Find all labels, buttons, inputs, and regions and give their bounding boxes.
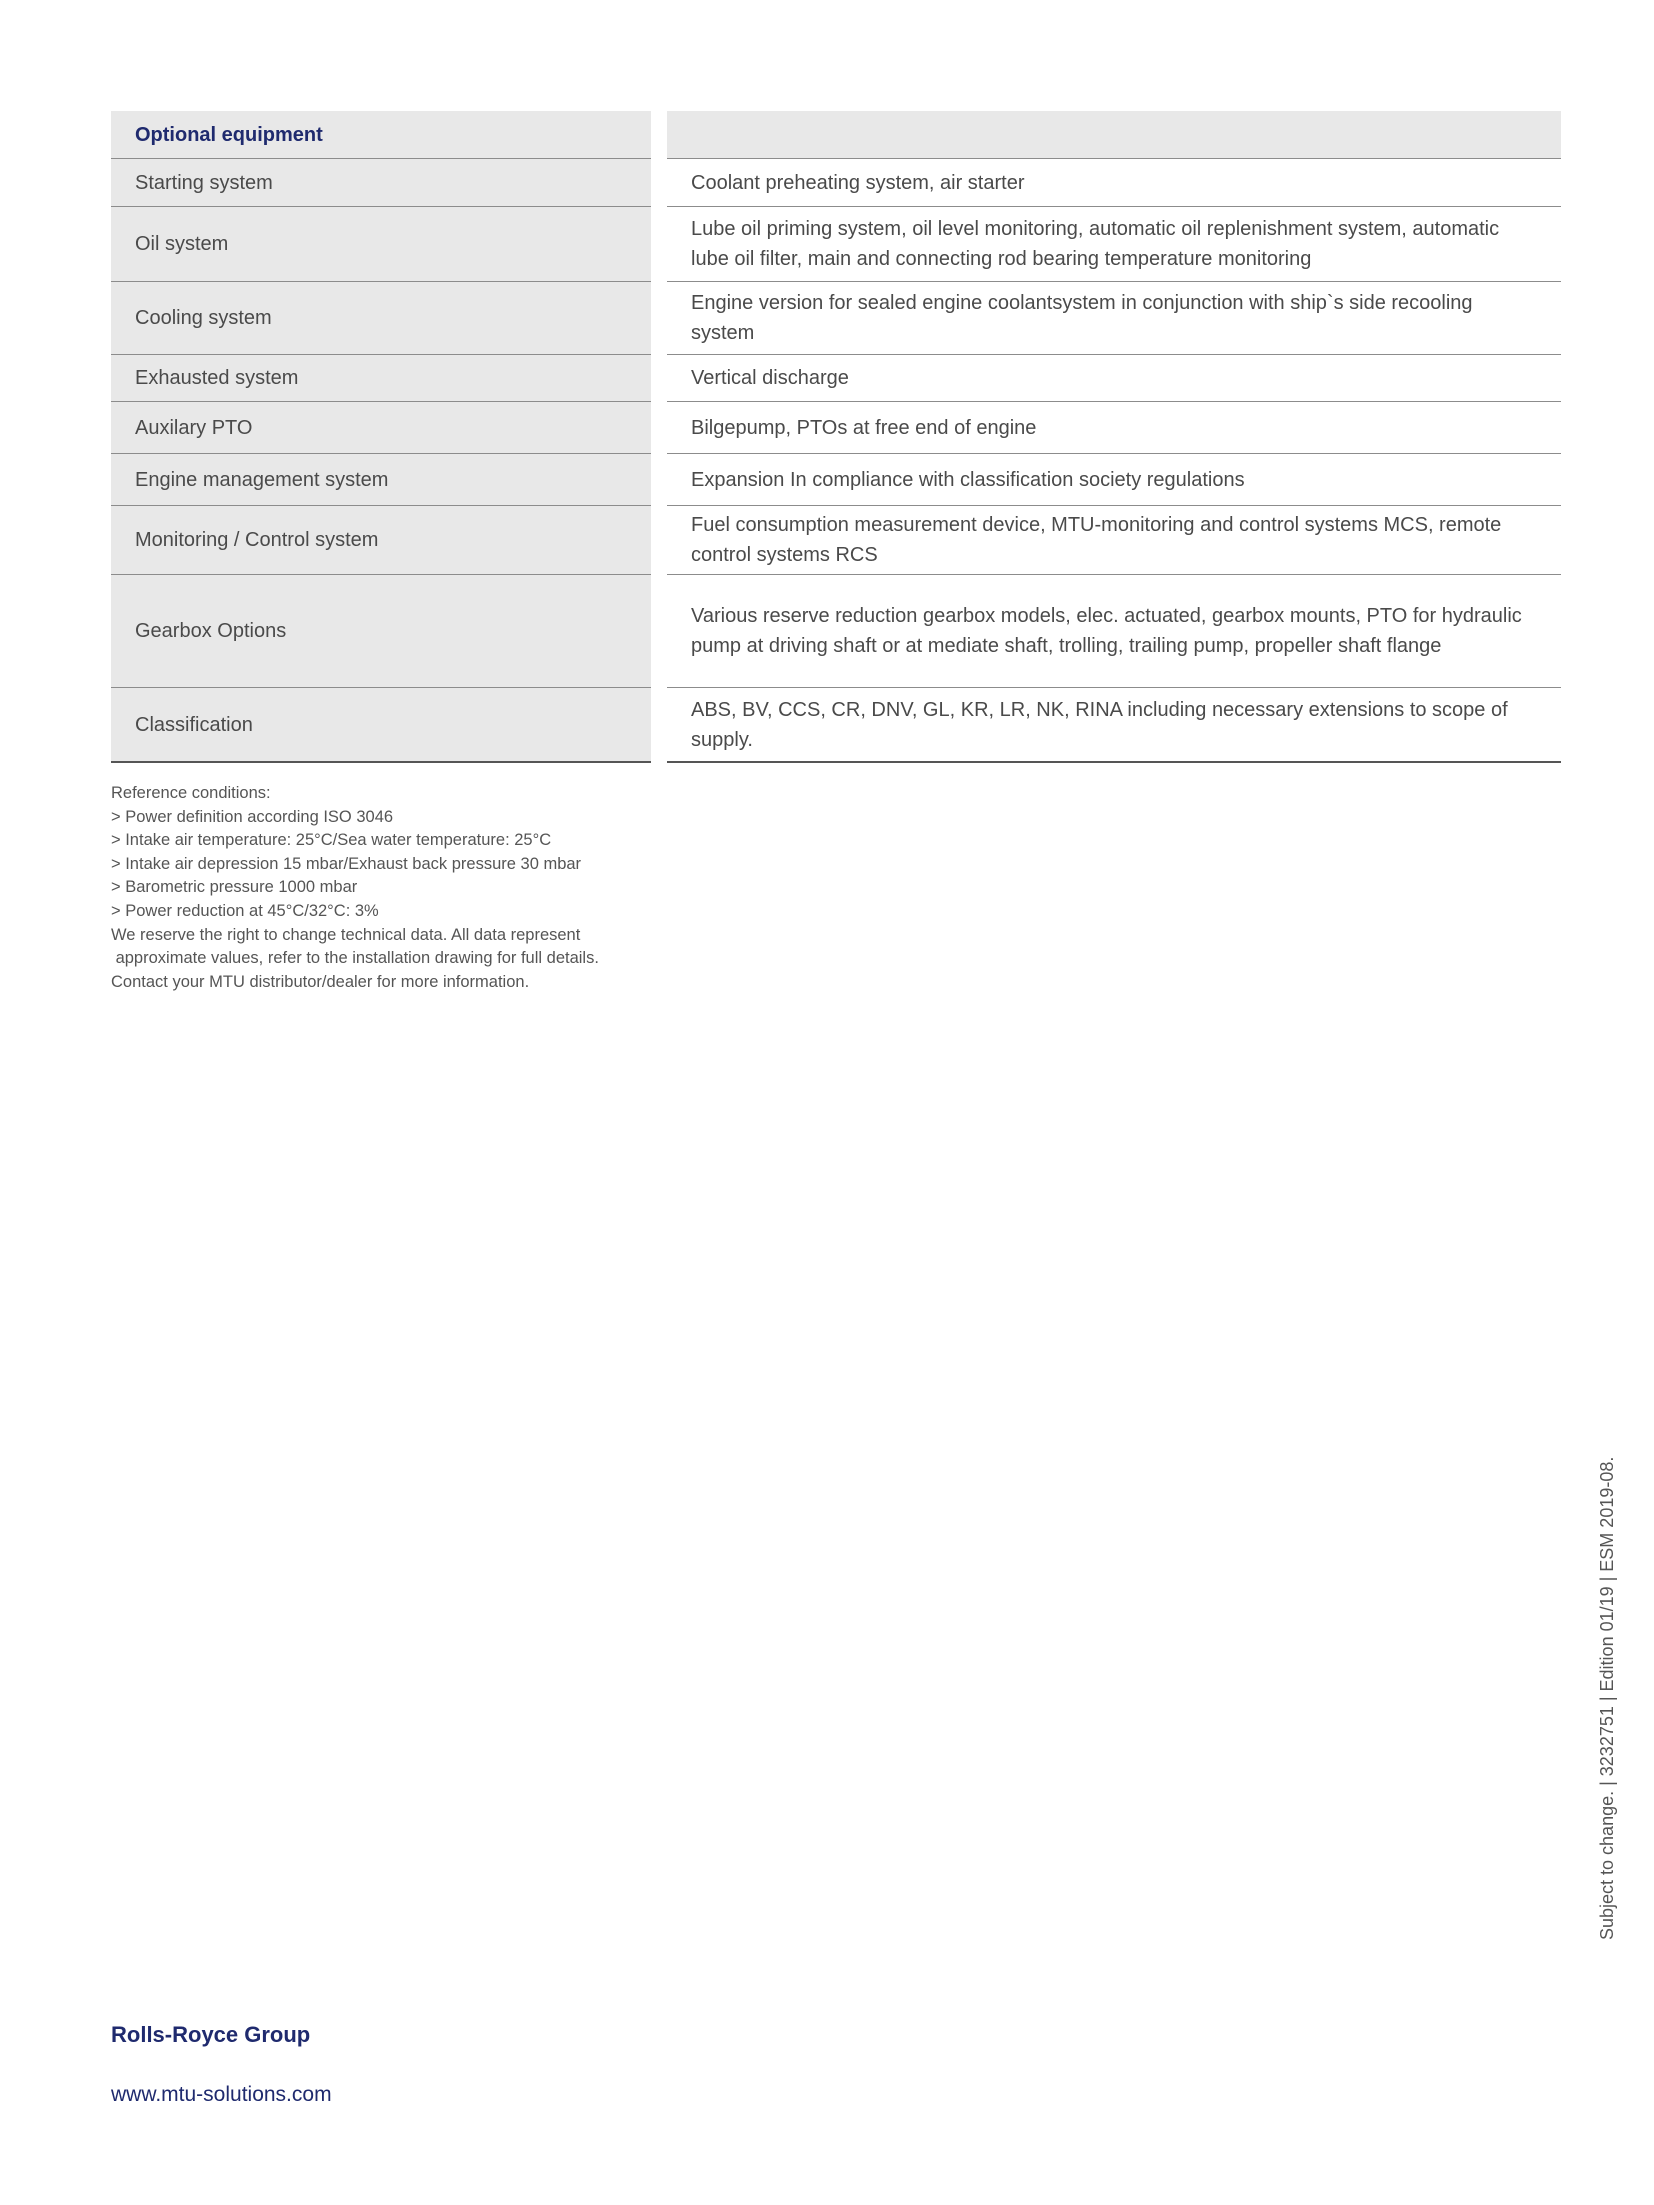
row-value: Various reserve reduction gearbox models, elec. actuated, gearbox mounts, PTO for hydraulic pump at driving shaft or at mediate shaft, trolling, trailing pump, propeller shaft flange	[667, 575, 1561, 688]
row-label: Cooling system	[111, 282, 651, 355]
note-line: > Intake air depression 15 mbar/Exhaust back pressure 30 mbar	[111, 854, 582, 873]
website-link[interactable]: www.mtu-solutions.com	[111, 2083, 332, 2106]
row-value: Lube oil priming system, oil level monitoring, automatic oil replenishment system, automatic lube oil filter, main and connecting rod bearing temperature monitoring	[667, 207, 1561, 282]
row-value: Expansion In compliance with classification society regulations	[667, 454, 1561, 506]
row-label: Auxilary PTO	[111, 402, 651, 454]
row-value: Coolant preheating system, air starter	[667, 159, 1561, 207]
table-row	[111, 454, 1561, 506]
note-line: approximate values, refer to the installation drawing for full details.	[111, 949, 599, 968]
note-line: > Power reduction at 45°C/32°C: 3%	[111, 901, 379, 920]
table-row	[111, 575, 1561, 688]
row-value: Fuel consumption measurement device, MTU-monitoring and control systems MCS, remote control systems RCS	[667, 506, 1561, 575]
note-line: > Intake air temperature: 25°C/Sea water temperature: 25°C	[111, 831, 552, 850]
brand-name: Rolls-Royce Group	[111, 2022, 311, 2047]
note-line: > Power definition according ISO 3046	[111, 807, 394, 826]
table-header-title: Optional equipment	[111, 111, 651, 159]
table-header-blank	[667, 111, 1561, 159]
row-value: Bilgepump, PTOs at free end of engine	[667, 402, 1561, 454]
row-label: Starting system	[111, 159, 651, 207]
reference-conditions	[111, 782, 731, 994]
row-label: Gearbox Options	[111, 575, 651, 688]
note-line: > Barometric pressure 1000 mbar	[111, 878, 358, 897]
table-row	[111, 207, 1561, 282]
table-row	[111, 688, 1561, 763]
note-line: Reference conditions:	[111, 784, 271, 802]
table-header-row	[111, 111, 1561, 159]
optional-equipment-table	[111, 111, 1561, 763]
table-row	[111, 402, 1561, 454]
note-line: We reserve the right to change technical data. All data represent	[111, 925, 581, 944]
row-label: Monitoring / Control system	[111, 506, 651, 575]
row-label: Engine management system	[111, 454, 651, 506]
table-row	[111, 159, 1561, 207]
table-row	[111, 506, 1561, 575]
row-value: Vertical discharge	[667, 355, 1561, 402]
row-label: Oil system	[111, 207, 651, 282]
row-value: ABS, BV, CCS, CR, DNV, GL, KR, LR, NK, RINA including necessary extensions to scope of supply.	[667, 688, 1561, 763]
table-row	[111, 355, 1561, 402]
row-label: Classification	[111, 688, 651, 763]
row-value: Engine version for sealed engine coolantsystem in conjunction with ship`s side recooling system	[667, 282, 1561, 355]
note-line: Contact your MTU distributor/dealer for more information.	[111, 972, 530, 991]
edition-info: Subject to change. | 3232751 | Edition 01/19 | ESM 2019-08.	[1597, 1456, 1617, 1940]
table-row	[111, 282, 1561, 355]
row-label: Exhausted system	[111, 355, 651, 402]
